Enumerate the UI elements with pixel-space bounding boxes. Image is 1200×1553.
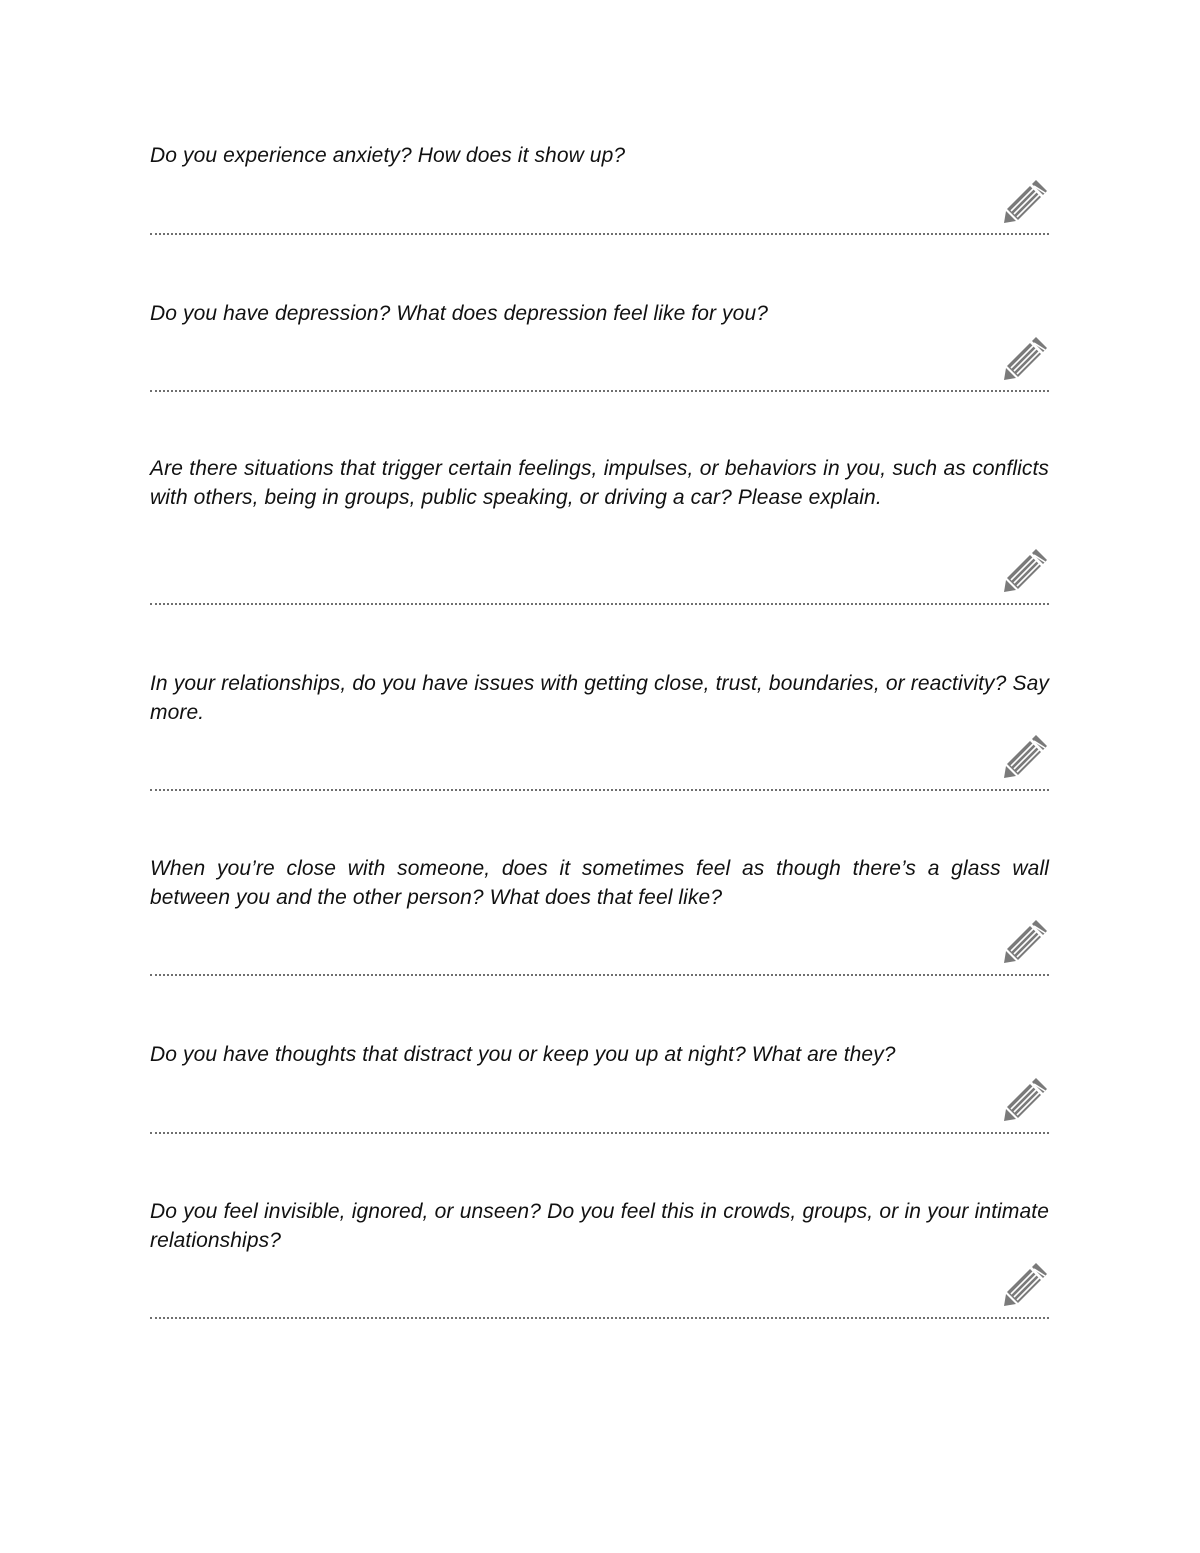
question-block <box>150 141 1049 170</box>
pencil-icon[interactable] <box>1003 1261 1049 1307</box>
answer-line[interactable] <box>150 233 1049 235</box>
answer-line[interactable] <box>150 603 1049 605</box>
question-block <box>150 669 1049 727</box>
question-block <box>150 299 1049 328</box>
question-block <box>150 854 1049 912</box>
question-text: Do you feel invisible, ignored, or unseen? Do you feel this in crowds, groups, or in your intimate relationships? <box>150 1200 1049 1252</box>
pencil-icon[interactable] <box>1003 547 1049 593</box>
pencil-icon[interactable] <box>1003 918 1049 964</box>
question-block <box>150 1040 1049 1069</box>
answer-line[interactable] <box>150 1132 1049 1134</box>
question-block <box>150 1197 1049 1255</box>
answer-line[interactable] <box>150 789 1049 791</box>
pencil-icon[interactable] <box>1003 733 1049 779</box>
question-block <box>150 454 1049 512</box>
question-text: Do you have depression? What does depression feel like for you? <box>150 302 768 325</box>
question-text: Do you have thoughts that distract you or keep you up at night? What are they? <box>150 1043 896 1066</box>
pencil-icon[interactable] <box>1003 1076 1049 1122</box>
question-text: Are there situations that trigger certain feelings, impulses, or behaviors in you, such as conflicts with others, being in groups, public speaking, or driving a car? Please explain. <box>150 457 1049 509</box>
question-text: In your relationships, do you have issues with getting close, trust, boundaries, or reactivity? Say more. <box>150 672 1049 724</box>
answer-line[interactable] <box>150 974 1049 976</box>
answer-line[interactable] <box>150 1317 1049 1319</box>
pencil-icon[interactable] <box>1003 335 1049 381</box>
question-text: Do you experience anxiety? How does it show up? <box>150 144 626 167</box>
answer-line[interactable] <box>150 390 1049 392</box>
question-text: When you’re close with someone, does it sometimes feel as though there’s a glass wall between you and the other person? What does that feel like? <box>150 857 1049 909</box>
pencil-icon[interactable] <box>1003 178 1049 224</box>
